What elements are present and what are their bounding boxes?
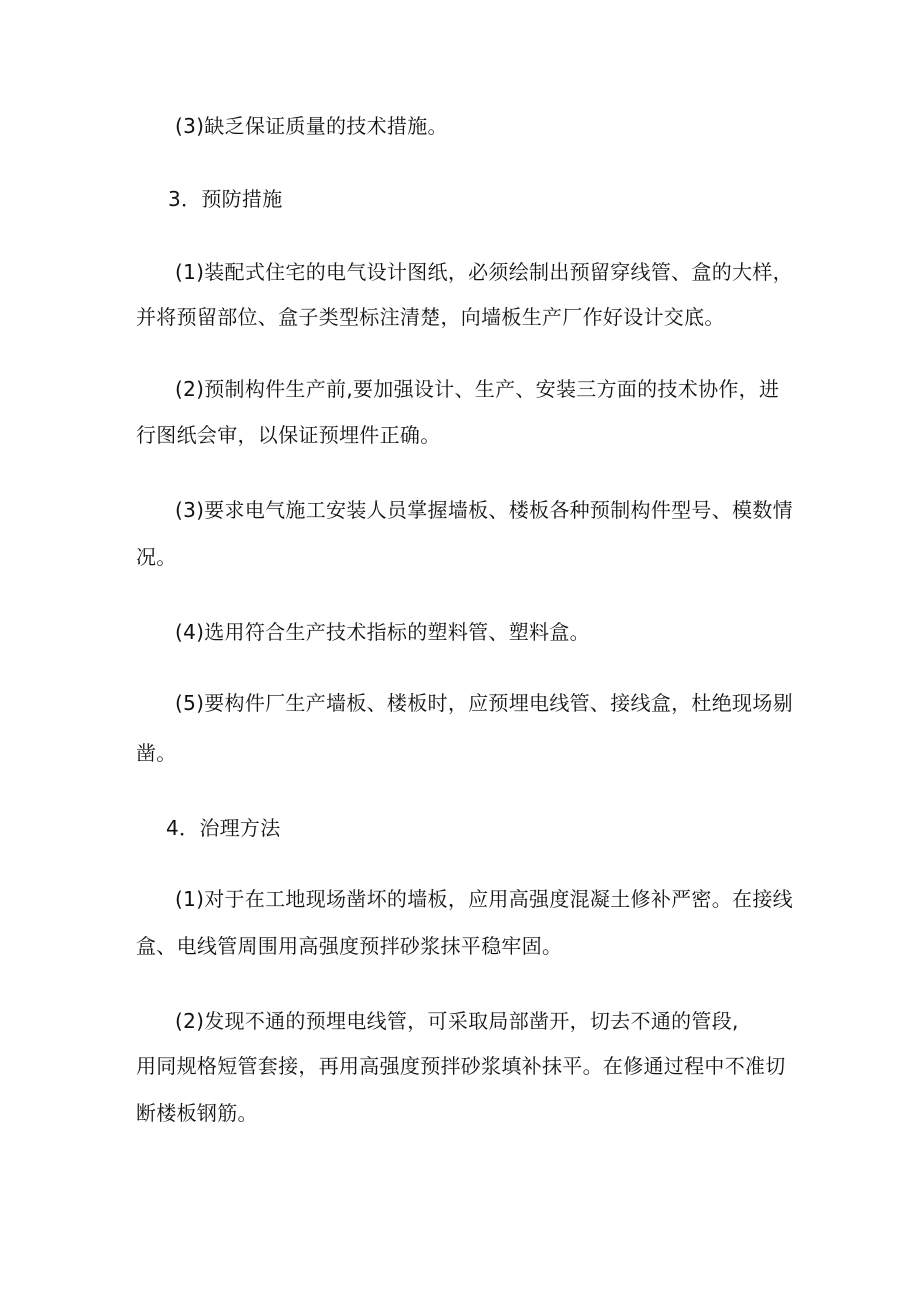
paragraph-line: (2)预制构件生产前,要加强设计、生产、安装三方面的技术协作，进 [175, 377, 780, 401]
paragraph-line: (4)选用符合生产技术指标的塑料管、塑料盒。 [175, 620, 590, 644]
paragraph-line: 况。 [136, 545, 177, 569]
paragraph-line: 盒、电线管周围用高强度预拌砂浆抹平稳牢固。 [136, 934, 563, 958]
paragraph-line: 并将预留部位、盒子类型标注清楚，向墙板生产厂作好设计交底。 [136, 305, 725, 329]
paragraph-line: 用同规格短管套接，再用高强度预拌砂浆填补抹平。在修通过程中不准切 [136, 1054, 786, 1078]
paragraph-line: 行图纸会审，以保证预埋件正确。 [136, 423, 441, 447]
section-heading: 4．治理方法 [166, 816, 281, 840]
paragraph-line: 凿。 [136, 741, 177, 765]
paragraph-line: 断楼板钢筋。 [136, 1101, 258, 1125]
paragraph-line: (3)缺乏保证质量的技术措施。 [175, 114, 448, 138]
paragraph-line: (2)发现不通的预埋电线管，可采取局部凿开，切去不通的管段, [175, 1009, 739, 1033]
section-heading: 3．预防措施 [168, 187, 283, 211]
paragraph-line: (1)装配式住宅的电气设计图纸，必须绘制出预留穿线管、盒的大样， [175, 260, 793, 284]
paragraph-line: (3)要求电气施工安装人员掌握墙板、楼板各种预制构件型号、模数情 [175, 498, 793, 522]
paragraph-line: (5)要构件厂生产墙板、楼板时，应预埋电线管、接线盒，杜绝现场剔 [175, 691, 793, 715]
paragraph-line: (1)对于在工地现场凿坏的墙板，应用高强度混凝土修补严密。在接线 [175, 887, 793, 911]
